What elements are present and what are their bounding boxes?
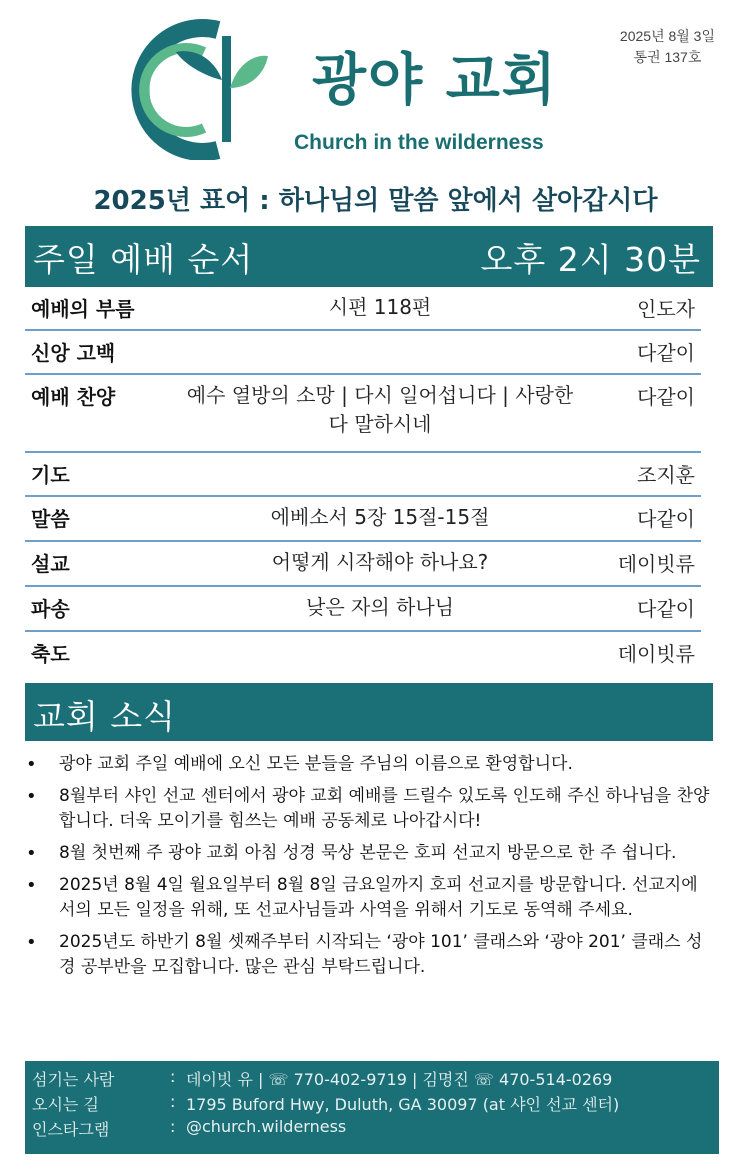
worship-row bbox=[25, 497, 701, 542]
worship-order-header bbox=[25, 226, 713, 287]
news-item: • 2025년도 하반기 8월 셋째주부터 시작되는 ‘광야 101’ 클래스와 ‘광야 201’ 클래스 성경 공부반을 모집합니다. 많은 관심 부탁드립니다. bbox=[24, 930, 714, 980]
church-news-title: 교회 소식 bbox=[33, 697, 177, 736]
worship-part: 말씀 bbox=[31, 507, 70, 531]
bulletin-header bbox=[0, 0, 751, 172]
worship-order-title: 주일 예배 순서 bbox=[33, 240, 254, 279]
issue-number: 통권 137호 bbox=[633, 49, 702, 65]
church-logo-icon bbox=[118, 18, 268, 160]
worship-leader: 데이빗류 bbox=[617, 552, 695, 576]
news-item: • 8월부터 샤인 선교 센터에서 광야 교회 예배를 드릴수 있도록 인도해 주신 하나님을 찬양합니다. 더욱 모이기를 힘쓰는 예배 공동체로 나아갑시다! bbox=[24, 784, 714, 834]
footer-value[interactable]: @church.wilderness bbox=[186, 1117, 347, 1136]
footer-value: 데이빗 유 | ☏ 770-402-9719 | 김명진 ☏ 470-514-0269 bbox=[186, 1070, 613, 1089]
worship-content: 낮은 자의 하나님 bbox=[306, 595, 454, 619]
worship-time: 오후 2시 30분 bbox=[480, 240, 701, 279]
footer-value: 1795 Buford Hwy, Duluth, GA 30097 (at 샤인 선교 센터) bbox=[186, 1095, 620, 1114]
worship-content: 시편 118편 bbox=[328, 295, 432, 319]
worship-content: 어떻게 시작해야 하나요? bbox=[271, 550, 489, 574]
church-name-english: Church in the wilderness bbox=[294, 131, 544, 154]
worship-part: 신앙 고백 bbox=[31, 341, 116, 365]
worship-content: 에베소서 5장 15절-15절 bbox=[270, 505, 490, 529]
worship-leader: 다같이 bbox=[637, 341, 695, 365]
footer-label: 인스타그램 bbox=[32, 1120, 110, 1139]
footer-colon: : bbox=[170, 1092, 176, 1111]
footer-label: 오시는 길 bbox=[32, 1095, 99, 1114]
worship-row bbox=[25, 375, 701, 453]
worship-leader: 인도자 bbox=[637, 297, 695, 321]
issue-date: 2025년 8월 3일 bbox=[619, 28, 715, 44]
worship-part: 파송 bbox=[31, 597, 70, 621]
worship-part: 설교 bbox=[31, 552, 70, 576]
worship-part: 기도 bbox=[31, 463, 70, 487]
worship-part: 예배 찬양 bbox=[31, 385, 116, 409]
church-news-list bbox=[24, 752, 714, 987]
worship-leader: 다같이 bbox=[637, 385, 695, 409]
footer-colon: : bbox=[170, 1117, 176, 1136]
worship-leader: 데이빗류 bbox=[617, 642, 695, 666]
church-name: 광야 교회 bbox=[312, 48, 558, 113]
church-news-header bbox=[25, 683, 713, 741]
worship-row bbox=[25, 287, 701, 331]
worship-part: 축도 bbox=[31, 642, 70, 666]
footer-label: 섬기는 사람 bbox=[32, 1070, 115, 1089]
worship-row bbox=[25, 331, 701, 375]
news-item: • 2025년 8월 4일 월요일부터 8월 8일 금요일까지 호피 선교지를 방문합니다. 선교지에서의 모든 일정을 위해, 또 선교사님들과 사역을 위해서 기도로 동역해 주세요. bbox=[24, 873, 714, 923]
worship-row bbox=[25, 453, 701, 497]
worship-part: 예배의 부름 bbox=[31, 297, 135, 321]
worship-leader: 다같이 bbox=[637, 507, 695, 531]
news-item: • 8월 첫번째 주 광야 교회 아침 성경 묵상 본문은 호피 선교지 방문으로 한 주 쉽니다. bbox=[24, 841, 714, 866]
footer-colon: : bbox=[170, 1067, 176, 1086]
worship-row bbox=[25, 632, 701, 677]
contact-footer bbox=[25, 1061, 719, 1154]
footer-row-instagram bbox=[25, 1117, 719, 1142]
worship-row bbox=[25, 542, 701, 587]
news-item: • 광야 교회 주일 예배에 오신 모든 분들을 주님의 이름으로 환영합니다. bbox=[24, 752, 714, 777]
worship-leader: 조지훈 bbox=[637, 463, 695, 487]
worship-order-list bbox=[25, 287, 701, 677]
worship-leader: 다같이 bbox=[637, 597, 695, 621]
footer-row-address bbox=[25, 1092, 719, 1117]
yearly-motto: 2025년 표어 : 하나님의 말씀 앞에서 살아갑시다 bbox=[93, 186, 658, 216]
worship-row bbox=[25, 587, 701, 632]
footer-row-staff bbox=[25, 1067, 719, 1092]
issue-info bbox=[620, 26, 715, 68]
worship-content: 예수 열방의 소망 | 다시 일어섭니다 | 사랑한다 말하시네 bbox=[186, 383, 574, 436]
